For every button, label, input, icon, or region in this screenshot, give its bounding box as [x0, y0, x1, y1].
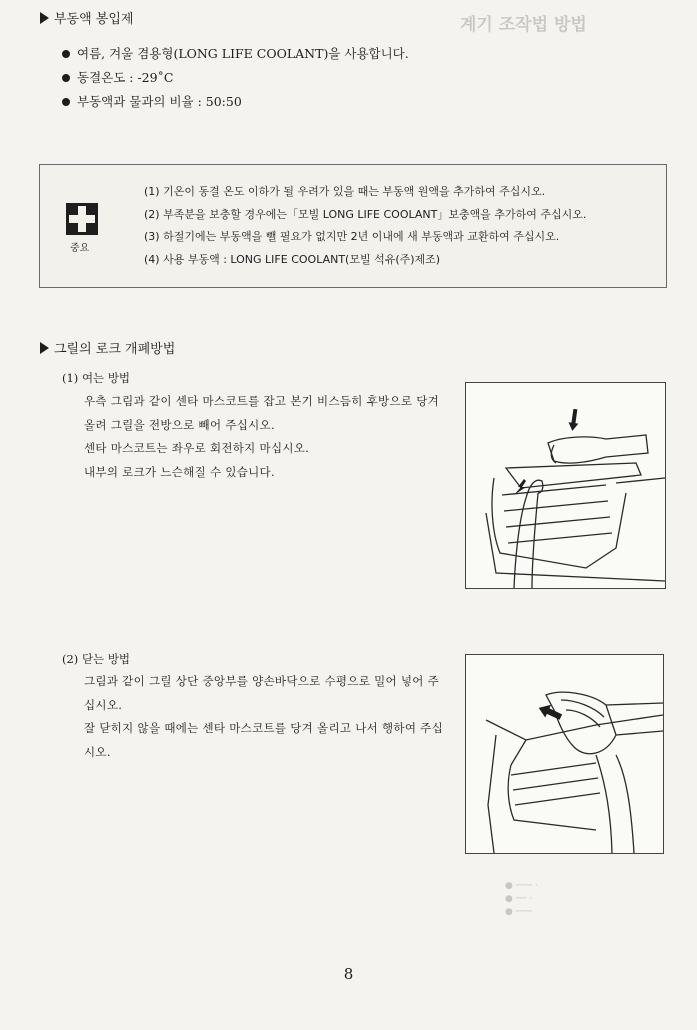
section-title: 부동액 봉입제 — [54, 12, 134, 27]
important-cross-icon — [66, 203, 98, 235]
important-notice-box — [39, 164, 667, 288]
notice-list — [144, 181, 586, 271]
section-title: 그릴의 로크 개폐방법 — [54, 342, 176, 357]
triangle-bullet-icon — [40, 12, 49, 24]
page-number: 8 — [343, 965, 354, 983]
paragraph-line: 센타 마스코트는 좌우로 회전하지 마십시오. — [84, 441, 310, 455]
triangle-bullet-icon — [40, 342, 49, 354]
grille-close-illustration — [465, 654, 664, 854]
close-method-text — [84, 670, 444, 764]
list-item: 동결온도 : -29˚C — [62, 66, 409, 90]
open-method-text — [84, 390, 444, 484]
open-method-heading: (1) 여는 방법 — [62, 371, 131, 385]
grille-open-drawing — [466, 383, 665, 588]
section-heading-coolant — [40, 8, 133, 27]
bullet-dot-icon — [62, 50, 70, 58]
notice-item: (2) 부족분을 보충할 경우에는「모빌 LONG LIFE COOLANT」보충액을 추가하여 주십시오. — [144, 207, 587, 221]
paragraph-line: 그림과 같이 그릴 상단 중앙부를 양손바닥으로 수평으로 밀어 넣어 주십시오. — [84, 674, 440, 712]
section-heading-grille — [40, 338, 175, 357]
notice-item: (4) 사용 부동액 : LONG LIFE COOLANT(모빌 석유(주)제조) — [144, 252, 441, 266]
list-item: 여름, 겨울 겸용형(LONG LIFE COOLANT)을 사용합니다. — [62, 42, 409, 66]
grille-open-illustration — [465, 382, 666, 589]
list-item: 부동액과 물과의 비율 : 50:50 — [62, 90, 409, 114]
bullet-dot-icon — [62, 98, 70, 106]
coolant-bullet-list — [62, 42, 409, 114]
bullet-dot-icon — [62, 74, 70, 82]
paragraph-line: 우측 그림과 같이 센타 마스코트를 잡고 본기 비스듬히 후방으로 당겨올려 그릴을 전방으로 빼어 주십시오. — [84, 394, 440, 432]
notice-item: (1) 기온이 동결 온도 이하가 될 우려가 있을 때는 부동액 원액을 추가하여 주십시오. — [144, 185, 546, 198]
important-label: 중요 — [70, 243, 90, 254]
show-through-header: 계기 조작법 방법 — [460, 15, 587, 35]
grille-close-drawing — [466, 655, 663, 853]
show-through-marks: ● ─── · ● ── · ● ─── — [505, 881, 538, 917]
paragraph-line: 내부의 로크가 느슨해질 수 있습니다. — [84, 464, 275, 479]
notice-item: (3) 하절기에는 부동액을 뺄 필요가 없지만 2년 이내에 새 부동액과 교환하여 주십시오. — [144, 230, 560, 243]
close-method-heading: (2) 닫는 방법 — [62, 652, 131, 666]
paragraph-line: 잘 닫히지 않을 때에는 센타 마스코트를 당겨 올리고 나서 행하여 주십시오. — [84, 721, 444, 759]
